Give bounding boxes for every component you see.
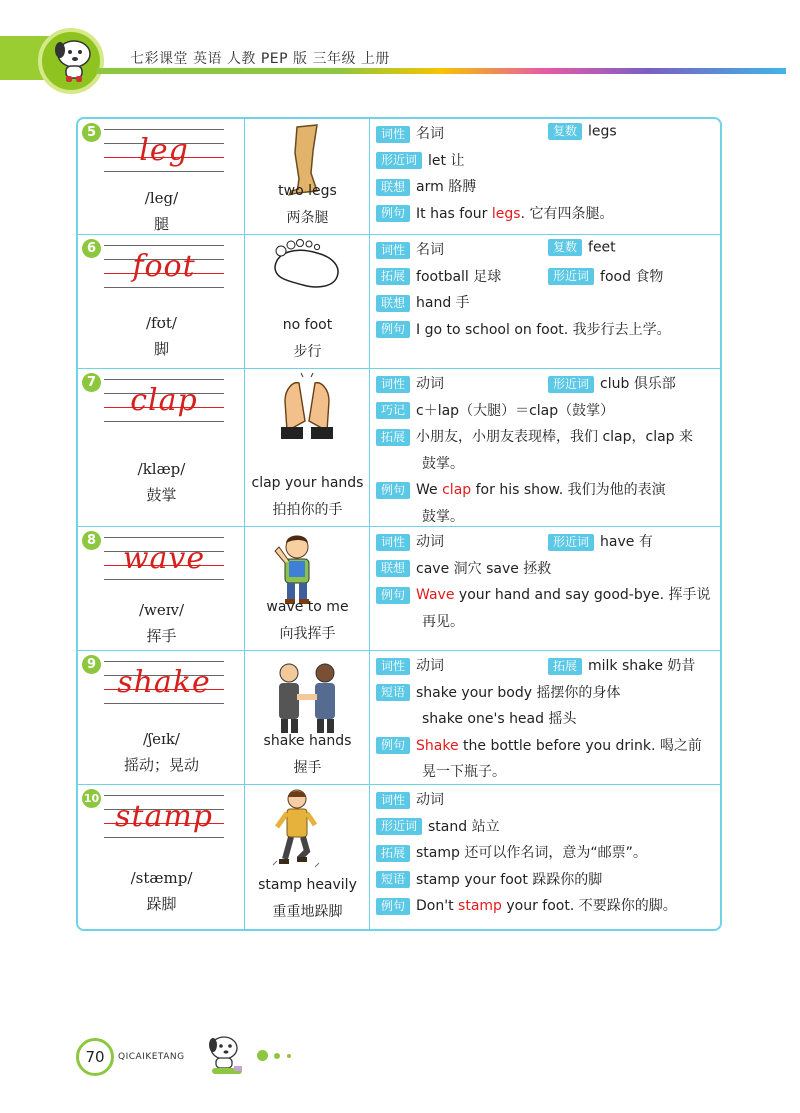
chinese-meaning: 跺脚 <box>146 895 177 913</box>
picture-cell <box>245 119 370 234</box>
row-number-badge: 7 <box>82 373 101 392</box>
word-cell <box>78 785 245 929</box>
info-tag: 巧记 <box>376 402 410 419</box>
info-line <box>422 453 464 473</box>
writing-line <box>104 795 224 796</box>
info-text: food 食物 <box>600 268 664 285</box>
info-tag: 形近词 <box>548 268 594 285</box>
info-tag: 短语 <box>376 871 410 888</box>
info-text: 鼓掌。 <box>422 455 464 472</box>
info-text: stamp 还可以作名词，意为“邮票”。 <box>416 845 647 861</box>
info-cell <box>370 119 720 234</box>
phonetic-transcription: /stæmp/ <box>130 869 193 887</box>
picture-cell <box>245 651 370 784</box>
header-rainbow-bar <box>96 68 786 74</box>
chinese-meaning: 摇动；晃动 <box>123 756 199 774</box>
vocab-word: clap <box>130 383 198 418</box>
info-tag: 拓展 <box>376 845 410 862</box>
info-text: 名词 <box>416 242 445 258</box>
highlight-word: clap <box>442 482 472 498</box>
picture-caption-en: no foot <box>282 317 333 333</box>
info-line <box>376 239 444 259</box>
writing-line <box>104 837 224 838</box>
vocab-row <box>78 369 720 527</box>
word-cell <box>78 369 245 526</box>
info-line <box>376 203 613 223</box>
picture-cell <box>245 785 370 929</box>
picture-caption-en: shake hands <box>263 733 352 749</box>
info-cell <box>370 369 720 526</box>
info-line <box>376 123 444 143</box>
info-tag: 词性 <box>376 658 410 675</box>
page-header <box>0 0 800 110</box>
info-tag: 拓展 <box>376 429 410 446</box>
info-text: c＋lap（大腿）＝clap（鼓掌） <box>416 402 615 419</box>
phonetic-transcription: /weɪv/ <box>138 601 185 619</box>
info-tag: 词性 <box>376 126 410 143</box>
info-line <box>376 842 647 862</box>
highlight-word: stamp <box>458 898 502 914</box>
info-text: cave 洞穴 save 拯救 <box>416 560 552 577</box>
vocab-word: leg <box>139 133 189 168</box>
info-text: 名词 <box>416 126 445 142</box>
info-line <box>376 735 702 755</box>
stamping-man-icon <box>267 787 327 881</box>
info-line <box>376 895 677 915</box>
info-text: legs <box>588 123 617 140</box>
info-tag: 词性 <box>376 376 410 393</box>
row-number-badge: 5 <box>82 123 101 142</box>
info-cell <box>370 651 720 784</box>
writing-line <box>104 129 224 130</box>
writing-line <box>104 171 224 172</box>
picture-cell <box>245 527 370 650</box>
info-tag: 复数 <box>548 239 582 256</box>
info-line <box>376 558 551 578</box>
word-cell <box>78 235 245 368</box>
picture-caption-cn: 两条腿 <box>286 210 329 226</box>
word-cell <box>78 527 245 650</box>
picture-caption-en: two legs <box>278 183 337 199</box>
writing-line <box>104 421 224 422</box>
info-text: stamp your foot 跺跺你的脚 <box>416 871 603 888</box>
info-line <box>422 611 464 631</box>
info-text: shake one's head 摇头 <box>422 711 577 727</box>
info-cell <box>370 527 720 650</box>
page-footer <box>0 1030 800 1090</box>
info-tag: 联想 <box>376 295 410 312</box>
info-line <box>422 708 576 728</box>
footer-dot-medium <box>274 1053 280 1059</box>
info-tag: 形近词 <box>548 376 594 393</box>
info-line <box>376 789 444 809</box>
picture-caption-cn: 向我挥手 <box>279 626 336 642</box>
info-tag: 复数 <box>548 123 582 140</box>
vocab-row <box>78 527 720 651</box>
info-text: hand 手 <box>416 295 470 311</box>
phonetic-transcription: /klæp/ <box>137 460 186 478</box>
vocab-row <box>78 651 720 785</box>
vocab-row <box>78 235 720 369</box>
info-text: 再见。 <box>422 613 464 630</box>
highlight-word: legs <box>491 205 521 222</box>
writing-line <box>104 579 224 580</box>
info-tag: 短语 <box>376 684 410 701</box>
info-text: feet <box>588 239 616 256</box>
handshake-icon <box>267 657 347 741</box>
info-tag: 例句 <box>376 898 410 915</box>
info-line-right <box>548 266 663 286</box>
chinese-meaning: 脚 <box>153 340 169 358</box>
info-text: 鼓掌。 <box>422 508 464 525</box>
highlight-word: Wave <box>416 587 455 603</box>
info-text: your hand and say good-bye. 挥手说 <box>454 587 711 603</box>
info-text: have 有 <box>600 534 653 550</box>
chinese-meaning: 鼓掌 <box>146 486 177 504</box>
info-text: club 俱乐部 <box>600 376 676 392</box>
phonetic-transcription: /ʃeɪk/ <box>143 730 180 748</box>
info-text: shake your body 摇摆你的身体 <box>416 684 621 701</box>
word-cell <box>78 651 245 784</box>
info-line-right <box>548 123 617 140</box>
info-text: for his show. 我们为他的表演 <box>471 482 666 498</box>
info-text: stand 站立 <box>428 818 500 835</box>
vocab-word: foot <box>132 249 196 284</box>
info-line <box>376 319 671 339</box>
info-text: 动词 <box>416 792 445 808</box>
picture-caption-en: wave to me <box>266 599 349 615</box>
info-text: milk shake 奶昔 <box>588 658 696 674</box>
info-line <box>376 373 444 393</box>
info-text: 动词 <box>416 376 445 392</box>
info-text: arm 胳膊 <box>416 179 477 195</box>
info-line <box>376 176 476 196</box>
info-text: Don't <box>416 898 459 914</box>
info-tag: 联想 <box>376 560 410 577</box>
info-tag: 词性 <box>376 242 410 259</box>
info-line <box>376 479 666 499</box>
info-tag: 拓展 <box>376 268 410 285</box>
vocab-word: stamp <box>115 799 213 834</box>
info-tag: 例句 <box>376 587 410 604</box>
vocab-word: shake <box>117 665 211 700</box>
info-text: let 让 <box>428 152 465 169</box>
info-text: We <box>416 482 443 498</box>
row-number-badge: 10 <box>82 789 101 808</box>
info-tag: 例句 <box>376 205 410 222</box>
info-line <box>376 426 693 446</box>
row-number-badge: 8 <box>82 531 101 550</box>
info-tag: 例句 <box>376 321 410 338</box>
info-text: It has four <box>416 205 492 222</box>
info-line <box>376 150 464 170</box>
info-line <box>376 292 470 312</box>
info-tag: 词性 <box>376 534 410 551</box>
vocabulary-table <box>76 117 722 931</box>
writing-line <box>104 661 224 662</box>
info-tag: 形近词 <box>548 534 594 551</box>
info-tag: 联想 <box>376 179 410 196</box>
footer-dot-large <box>257 1050 268 1061</box>
dog-mascot-icon <box>44 30 100 86</box>
info-cell <box>370 785 720 929</box>
info-tag: 形近词 <box>376 152 422 169</box>
chinese-meaning: 腿 <box>153 215 169 233</box>
info-line <box>376 584 711 604</box>
info-text: 晃一下瓶子。 <box>422 764 506 780</box>
info-line <box>376 655 444 675</box>
phonetic-transcription: /fʊt/ <box>146 314 177 332</box>
info-text: . 它有四条腿。 <box>520 205 614 222</box>
picture-caption-cn: 重重地跺脚 <box>272 904 343 920</box>
info-text: 动词 <box>416 534 445 550</box>
picture-cell <box>245 235 370 368</box>
info-line-right <box>548 239 616 256</box>
info-tag: 形近词 <box>376 818 422 835</box>
info-text: the bottle before you drink. 喝之前 <box>458 737 702 754</box>
info-cell <box>370 235 720 368</box>
vocab-word: wave <box>122 541 206 576</box>
writing-line <box>104 245 224 246</box>
info-text: 动词 <box>416 658 445 674</box>
picture-caption-cn: 握手 <box>293 760 322 776</box>
info-text: 小朋友，小朋友表现棒，我们 clap，clap 来 <box>416 429 694 445</box>
info-tag: 拓展 <box>548 658 582 675</box>
clapping-hands-icon <box>267 371 347 445</box>
vocab-row <box>78 785 720 929</box>
info-line <box>376 816 500 836</box>
info-text: football 足球 <box>416 268 502 285</box>
chinese-meaning: 挥手 <box>146 627 177 645</box>
phonetic-transcription: /leg/ <box>144 189 179 207</box>
info-line-right <box>548 655 695 675</box>
info-line <box>376 400 614 420</box>
row-number-badge: 9 <box>82 655 101 674</box>
writing-line <box>104 703 224 704</box>
writing-line <box>104 379 224 380</box>
vocab-row <box>78 119 720 235</box>
picture-caption-en: stamp heavily <box>258 877 357 893</box>
writing-line <box>104 537 224 538</box>
info-line <box>376 682 620 702</box>
info-line-right <box>548 373 676 393</box>
footer-dot-small <box>287 1054 291 1058</box>
picture-caption-en: clap your hands <box>251 475 364 491</box>
footer-dog-mascot-icon <box>196 1030 256 1080</box>
info-line <box>422 761 506 781</box>
info-tag: 例句 <box>376 737 410 754</box>
page-number: 70 <box>76 1038 114 1076</box>
foot-icon <box>267 237 347 301</box>
word-cell <box>78 119 245 234</box>
footer-brand: QICAIKETANG <box>118 1052 185 1062</box>
info-line-right <box>548 531 653 551</box>
info-line <box>422 506 464 526</box>
picture-caption-cn: 拍拍你的手 <box>272 502 343 518</box>
info-line <box>376 869 602 889</box>
info-line <box>376 531 444 551</box>
header-title: 七彩课堂 英语 人教 PEP 版 三年级 上册 <box>130 51 390 67</box>
info-text: I go to school on foot. 我步行去上学。 <box>416 321 671 338</box>
writing-line <box>104 287 224 288</box>
highlight-word: Shake <box>416 737 459 754</box>
picture-cell <box>245 369 370 526</box>
info-tag: 词性 <box>376 792 410 809</box>
info-text: your foot. 不要跺你的脚。 <box>501 898 677 914</box>
info-line <box>376 266 501 286</box>
row-number-badge: 6 <box>82 239 101 258</box>
info-tag: 例句 <box>376 482 410 499</box>
picture-caption-cn: 步行 <box>293 344 322 360</box>
